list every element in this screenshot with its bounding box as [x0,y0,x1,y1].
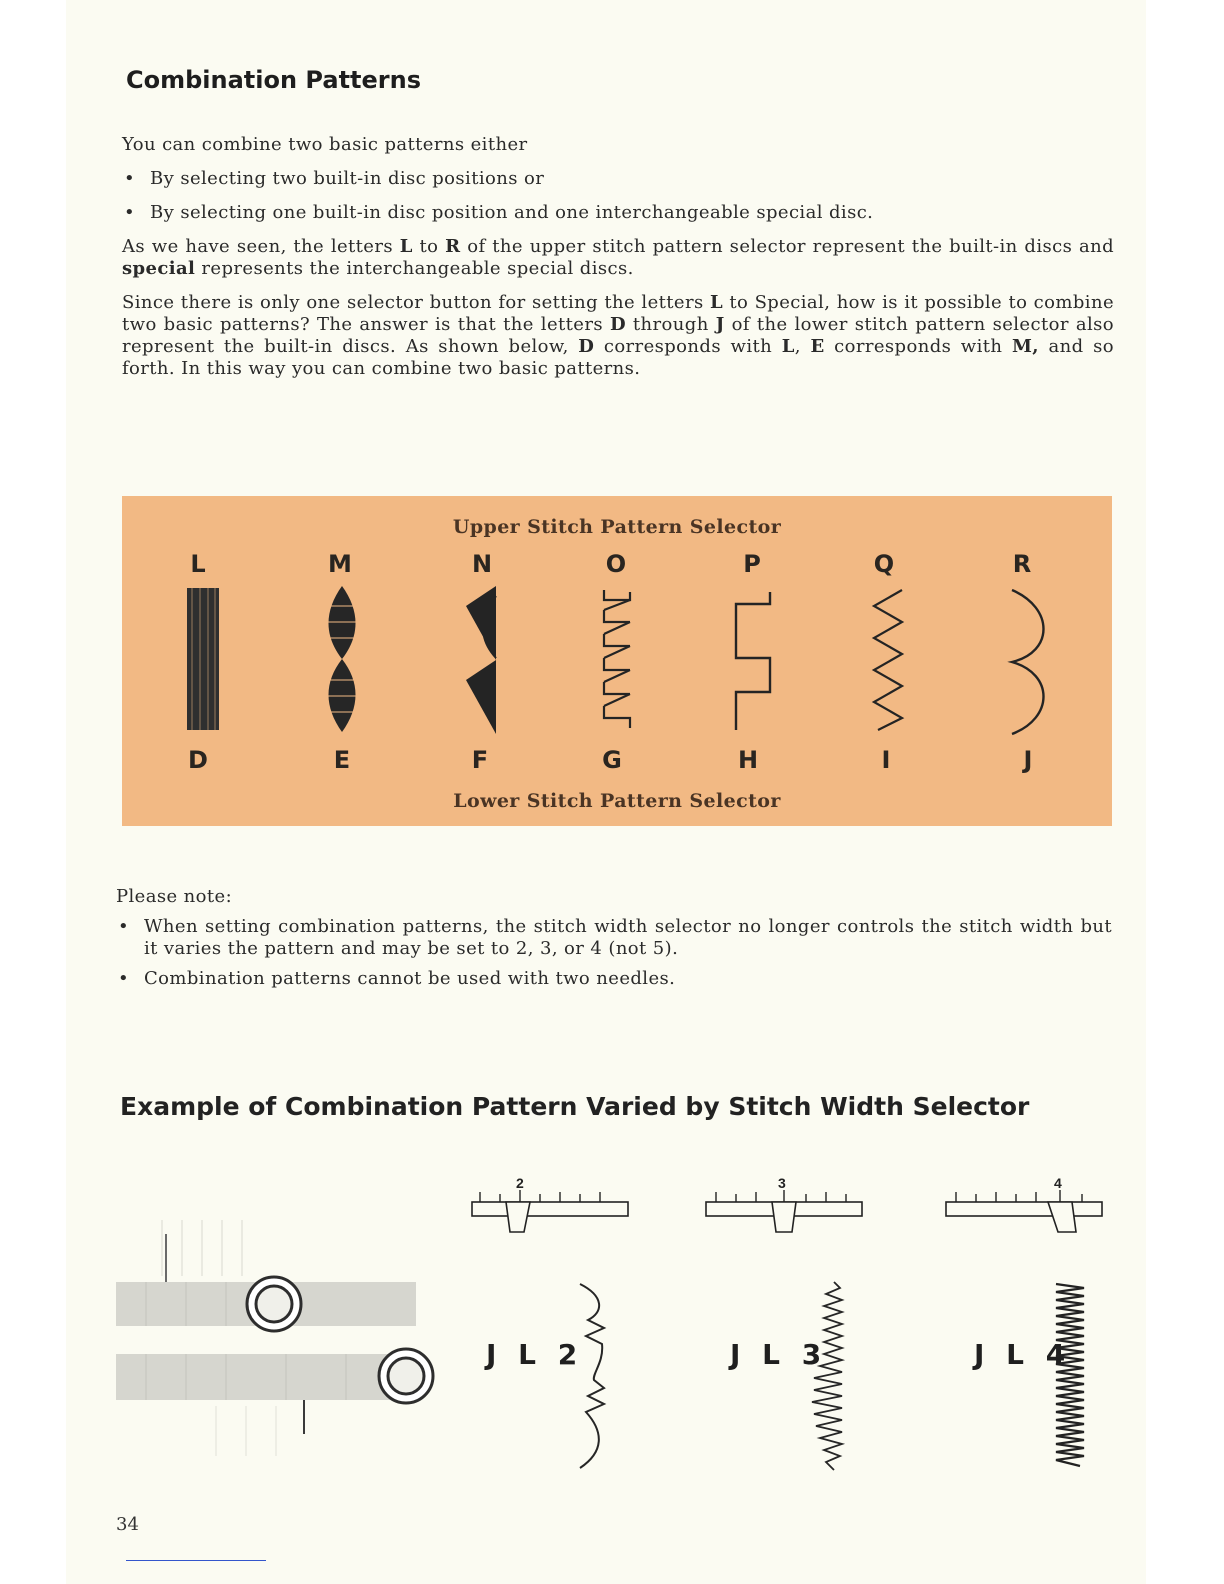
note-1: • When setting combination patterns, the stitch width selector no longer controls the stitch width but it varies the pattern and may be set to 2, 3, or 4 (not 5). [116,916,1112,960]
lower-letter-f: F [471,746,489,774]
lower-letter-i: I [881,746,891,774]
note-2: • Combination patterns cannot be used with two needles. [116,968,1112,990]
intro-text: You can combine two basic patterns either [122,134,528,155]
bullet-1: • By selecting two built-in disc positions or [122,168,1114,190]
stitch-arrowhead-icon [462,586,502,734]
stitch-zigzag-step-icon [600,588,634,732]
selector-dials-illustration [116,1216,456,1466]
width-selector-3-icon [702,1178,866,1238]
upper-selector-caption: Upper Stitch Pattern Selector [452,516,782,538]
divider-line [126,1560,266,1561]
lower-letter-j: J [1023,746,1033,774]
stitch-sample-jl4-icon [1050,1280,1090,1470]
width-selector-2-icon [468,1178,632,1238]
upper-letter-q: Q [873,550,895,578]
width-mark-4: 4 [1054,1178,1062,1191]
example-label-jl4: J L 4 [974,1338,1072,1371]
upper-letter-m: M [328,550,352,578]
width-mark-2: 2 [516,1178,524,1191]
page-number: 34 [116,1514,139,1535]
example-title: Example of Combination Pattern Varied by Stitch Width Selector [120,1092,1030,1121]
lower-selector-caption: Lower Stitch Pattern Selector [453,790,781,812]
notes-block [116,886,1112,990]
stitch-sample-jl3-icon [808,1280,848,1472]
width-selector-4-icon [942,1178,1106,1238]
upper-letter-n: N [471,550,493,578]
lower-letter-d: D [188,746,208,774]
paragraph-combine: Since there is only one selector button for setting the letters L to Special, how is it possible to combine two basic patterns? The answer is that the letters D through J of the lower stitch pattern selector also represent the built-in discs. As shown below, D corresponds with L, E corresponds with M, and so forth. In this way you can combine two basic patterns. [122,292,1115,379]
stitch-blind-hem-icon [732,588,776,734]
stitch-scallop-icon [1006,588,1050,736]
upper-letter-r: R [1012,550,1032,578]
width-mark-3: 3 [778,1178,786,1191]
stitch-satin-bar-icon [186,588,220,730]
stitch-zigzag-icon [868,588,908,732]
bullet-2: • By selecting one built-in disc position and one interchangeable special disc. [122,202,1114,224]
upper-letter-p: P [743,550,761,578]
stitch-pattern-panel [122,496,1112,826]
lower-letter-e: E [333,746,351,774]
upper-letter-o: O [605,550,627,578]
page-title: Combination Patterns [126,66,421,94]
example-label-jl2: J L 2 [486,1338,584,1371]
upper-letter-l: L [190,550,206,578]
note-heading: Please note: [116,886,233,907]
lower-letter-h: H [737,746,759,774]
example-label-jl3: J L 3 [730,1338,828,1371]
intro-block [122,134,1114,380]
paragraph-letters: As we have seen, the letters L to R of the upper stitch pattern selector represent the built-in discs and special represents the interchangeable special discs. [122,236,1115,279]
manual-page [66,0,1146,1584]
stitch-sample-jl2-icon [574,1282,614,1472]
lower-letter-g: G [602,746,622,774]
stitch-double-diamond-icon [322,586,362,732]
